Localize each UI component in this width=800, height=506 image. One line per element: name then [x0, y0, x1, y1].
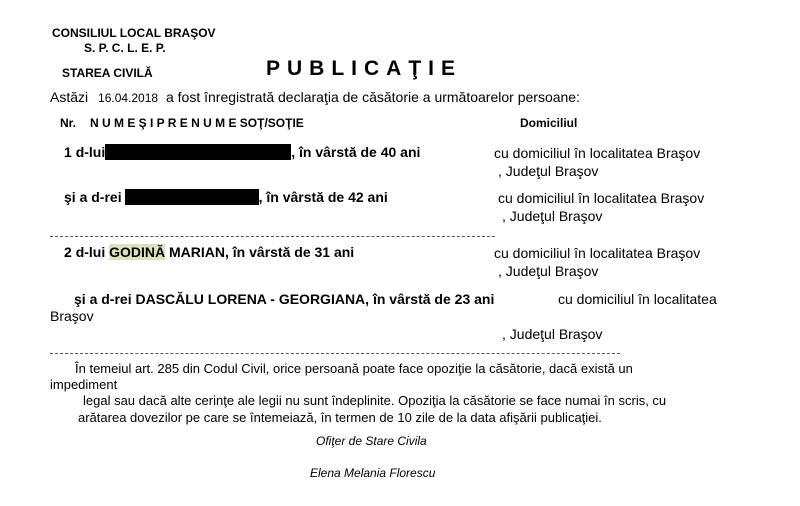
entry-1-wife [64, 189, 388, 205]
redacted-name-block [125, 189, 259, 205]
legal-line-1: În temeiul art. 285 din Codul Civil, orice persoană poate face opoziţie la căsătorie, dacă există un [75, 361, 633, 376]
entry-2-husband-county: , Judeţul Braşov [498, 263, 599, 279]
entry-1-husband-prefix: d-lui [75, 144, 106, 160]
entry-1-wife-prefix: şi a d-rei [64, 189, 122, 205]
col-domicile: Domiciliul [520, 116, 578, 130]
entry-2-wife-domicile: cu domiciliul în localitatea [558, 291, 717, 307]
intro-prefix: Astăzi [50, 89, 89, 105]
intro-suffix: a fost înregistrată declaraţia de căsătorie a următoarelor persoane: [165, 89, 580, 105]
col-name: N U M E Ş I P R E N U M E SOŢ/SOŢIE [90, 116, 304, 130]
entry-1-wife-age: , în vârstă de 42 ani [258, 189, 388, 205]
entry-2-husband-surname: GODINĂ [109, 244, 166, 260]
entry-1-husband [64, 144, 420, 160]
service-name: S. P. C. L. E. P. [84, 41, 166, 55]
entry-2-wife-domicile-wrap: Braşov [50, 308, 94, 324]
intro-line [50, 89, 580, 105]
col-nr: Nr. [60, 116, 77, 130]
intro-date: 16.04.2018 [98, 91, 159, 105]
entry-1-nr: 1 [64, 144, 72, 160]
legal-line-4: arătarea dovezilor pe care se întemeiază, în termen de 10 zile de la data afişării publicaţiei. [78, 410, 602, 425]
signature-name: Elena Melania Florescu [310, 466, 436, 480]
council-name: CONSILIUL LOCAL BRAŞOV [52, 26, 216, 40]
entry-1-husband-age: , în vârstă de 40 ani [291, 144, 421, 160]
entry-2-wife-county: , Judeţul Braşov [502, 326, 603, 342]
entry-2-husband-given: MARIAN, în vârstă de 31 ani [169, 244, 355, 260]
entry-2-wife: şi a d-rei DASCĂLU LORENA - GEORGIANA, în vârstă de 23 ani [74, 291, 495, 307]
entry-1-wife-domicile: cu domiciliul în localitatea Braşov [498, 190, 705, 206]
signature-role: Ofiţer de Stare Civila [316, 434, 427, 448]
legal-line-2: impediment [50, 377, 118, 392]
entry-1-wife-county: , Judeţul Braşov [502, 208, 603, 224]
office-name: STAREA CIVILĂ [62, 66, 153, 80]
redacted-name-block [105, 144, 291, 160]
entry-2-husband [64, 244, 354, 260]
entry-2-husband-prefix: d-lui [75, 244, 106, 260]
entry-2-nr: 2 [64, 244, 72, 260]
page-title: PUBLICAŢIE [266, 57, 462, 80]
entry-1-husband-county: , Judeţul Braşov [498, 163, 599, 179]
separator-line [50, 353, 620, 354]
separator-line [50, 236, 495, 237]
entry-1-husband-domicile: cu domiciliul în localitatea Braşov [494, 145, 701, 161]
legal-line-3: legal sau dacă alte cerinţe ale legii nu sunt îndeplinite. Opoziţia la căsătorie se face numai în scris, cu [83, 393, 667, 408]
entry-2-husband-domicile: cu domiciliul în localitatea Braşov [494, 245, 701, 261]
